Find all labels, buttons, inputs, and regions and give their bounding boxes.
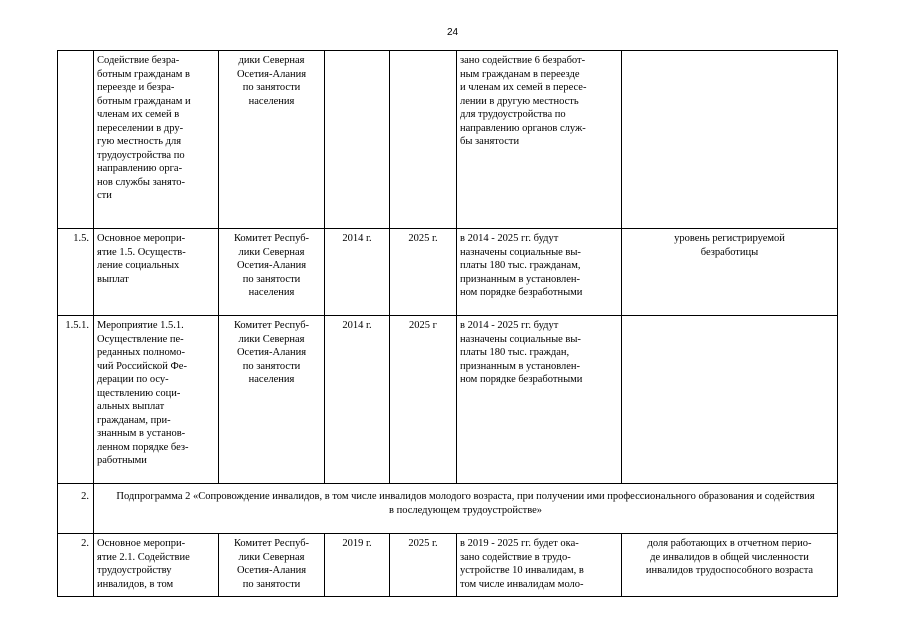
row-number: 2. <box>58 484 94 534</box>
executor: дики Северная Осетия-Алания по занятости населения <box>219 51 325 229</box>
start-year <box>325 51 390 229</box>
end-year: 2025 г. <box>390 229 457 316</box>
row-number: 1.5. <box>58 229 94 316</box>
executor: Комитет Респуб- лики Северная Осетия-Алания по занятости населения <box>219 229 325 316</box>
start-year: 2019 г. <box>325 534 390 597</box>
table-row <box>58 534 838 597</box>
program-table <box>57 50 838 597</box>
activity-name: Основное меропри- ятие 2.1. Содействие трудоустройству инвалидов, в том <box>94 534 219 597</box>
activity-name: Содействие безра- ботным гражданам в переезде и безра- ботным гражданам и членам их семей в переселении в дру- гую местность для трудоустройства по направлению орга- нов службы занято- сти <box>94 51 219 229</box>
indicator <box>622 316 838 484</box>
indicator: уровень регистрируемой безработицы <box>622 229 838 316</box>
start-year: 2014 г. <box>325 229 390 316</box>
table-row <box>58 316 838 484</box>
end-year: 2025 г. <box>390 534 457 597</box>
expected-result: зано содействие 6 безработ- ным гражданам в переезде и членам их семей в пересе- лении в другую местность для трудоустройства по направлению органов служ- бы занятости <box>457 51 622 229</box>
executor: Комитет Респуб- лики Северная Осетия-Алания по занятости населения <box>219 316 325 484</box>
row-number <box>58 51 94 229</box>
expected-result: в 2014 - 2025 гг. будут назначены социальные вы- платы 180 тыс. гражданам, признанным в установлен- ном порядке безработными <box>457 229 622 316</box>
indicator <box>622 51 838 229</box>
activity-name: Мероприятие 1.5.1. Осуществление пе- реданных полномо- чий Российской Фе- дерации по осу- ществлению соци- альных выплат гражданам, при- знанным в установ- ленном порядке без- работными <box>94 316 219 484</box>
row-number: 1.5.1. <box>58 316 94 484</box>
expected-result: в 2019 - 2025 гг. будет ока- зано содействие в трудо- устройстве 10 инвалидам, в том числе инвалидам моло- <box>457 534 622 597</box>
start-year: 2014 г. <box>325 316 390 484</box>
end-year: 2025 г <box>390 316 457 484</box>
table-row <box>58 229 838 316</box>
executor: Комитет Респуб- лики Северная Осетия-Алания по занятости <box>219 534 325 597</box>
subprogram-row <box>58 484 838 534</box>
page-number: 24 <box>446 27 459 38</box>
end-year <box>390 51 457 229</box>
expected-result: в 2014 - 2025 гг. будут назначены социальные вы- платы 180 тыс. граждан, признанным в установлен- ном порядке безработными <box>457 316 622 484</box>
subprogram-title: Подпрограмма 2 «Сопровождение инвалидов, в том числе инвалидов молодого возраста, при получении ими профессионального образования и содействия в последующем трудоустройстве» <box>94 484 838 534</box>
indicator: доля работающих в отчетном перио- де инвалидов в общей численности инвалидов трудоспособного возраста <box>622 534 838 597</box>
row-number: 2. <box>58 534 94 597</box>
activity-name: Основное меропри- ятие 1.5. Осуществ- ление социальных выплат <box>94 229 219 316</box>
table-row <box>58 51 838 229</box>
